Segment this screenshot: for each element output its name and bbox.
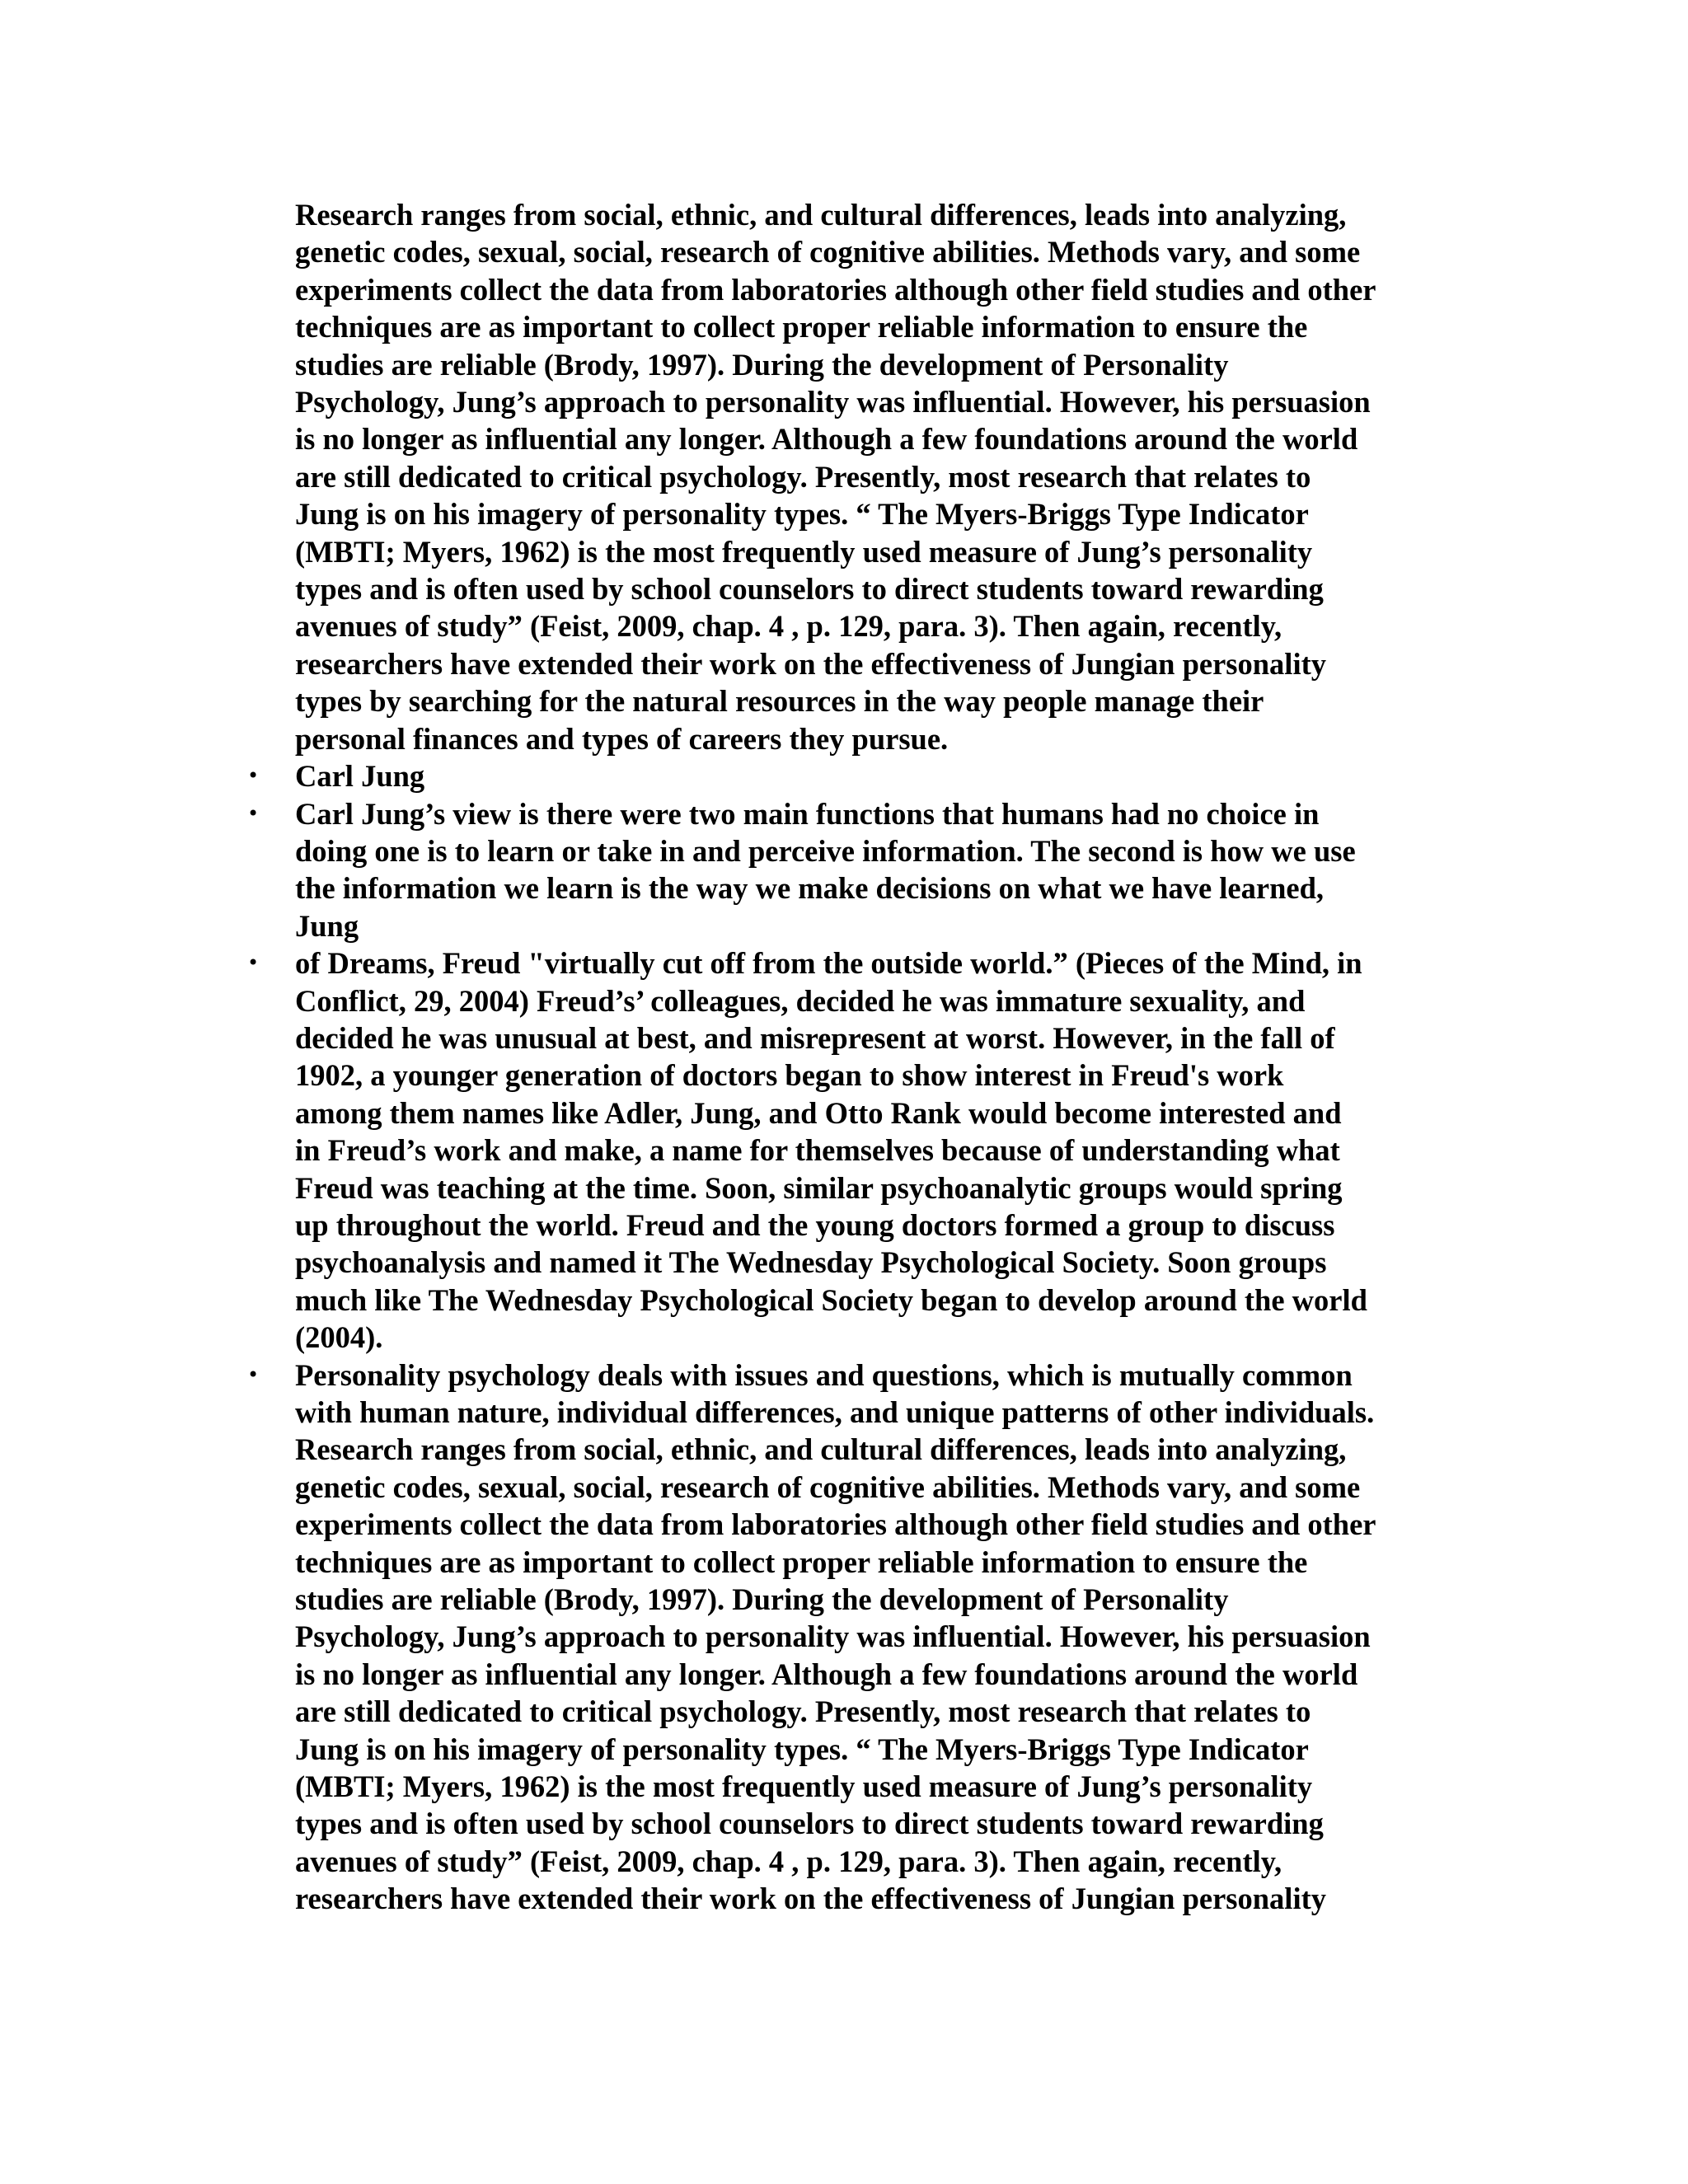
text-line: Personality psychology deals with issues and questions, which is mutually common [295,1357,1353,1392]
text-line: of Dreams, Freud "virtually cut off from the outside world.” (Pieces of the Mind, in [295,946,1362,981]
text-line: researchers have extended their work on the effectiveness of Jungian personality [295,646,1326,681]
text-line: Jung is on his imagery of personality types. “ The Myers-Briggs Type Indicator [295,497,1309,532]
text-line: avenues of study” (Feist, 2009, chap. 4 , p. 129, para. 3). Then again, recently, [295,1844,1282,1878]
text-line: with human nature, individual differences, and unique patterns of other individuals. [295,1395,1375,1429]
text-line: is no longer as influential any longer. Although a few foundations around the world [295,1657,1358,1691]
text-line: Research ranges from social, ethnic, and cultural differences, leads into analyzing, [295,1432,1347,1467]
text-line: Carl Jung [295,759,425,794]
text-line: Carl Jung’s view is there were two main functions that humans had no choice in [295,796,1320,831]
text-line: experiments collect the data from laboratories although other field studies and other [295,272,1376,307]
bullet-item-personality-psychology [247,1357,1482,1918]
text-line: Psychology, Jung’s approach to personality was influential. However, his persuasion [295,1619,1371,1654]
bullet-icon: • [247,951,260,975]
text-line: among them names like Adler, Jung, and Otto Rank would become interested and [295,1095,1342,1130]
bullet-item-jung-view [247,795,1482,945]
text-line: Jung is on his imagery of personality types. “ The Myers-Briggs Type Indicator [295,1732,1309,1766]
text-line: Jung [295,908,359,943]
text-line: studies are reliable (Brody, 1997). During the development of Personality [295,347,1229,382]
text-line: (MBTI; Myers, 1962) is the most frequently used measure of Jung’s personality [295,534,1313,569]
bullet-item-freud-dreams [247,944,1482,1356]
text-line: Conflict, 29, 2004) Freud’s’ colleagues, decided he was immature sexuality, and [295,983,1306,1018]
text-line: is no longer as influential any longer. Although a few foundations around the world [295,422,1358,457]
text-line: genetic codes, sexual, social, research of cognitive abilities. Methods vary, and some [295,1469,1361,1504]
bullet-item-carl-jung-heading [247,757,1482,794]
text-line: types and is often used by school counselors to direct students toward rewarding [295,1807,1324,1841]
text-line: studies are reliable (Brody, 1997). During the development of Personality [295,1582,1229,1617]
text-line: psychoanalysis and named it The Wednesday Psychological Society. Soon groups [295,1245,1327,1280]
document-body [247,196,1482,1918]
text-line: personal finances and types of careers they pursue. [295,721,949,756]
text-line: researchers have extended their work on the effectiveness of Jungian personality [295,1882,1326,1916]
text-line: in Freud’s work and make, a name for themselves because of understanding what [295,1133,1340,1168]
text-line: the information we learn is the way we make decisions on what we have learned, [295,871,1325,906]
text-line: avenues of study” (Feist, 2009, chap. 4 , p. 129, para. 3). Then again, recently, [295,609,1282,644]
text-line: types and is often used by school counselors to direct students toward rewarding [295,572,1324,607]
text-line: experiments collect the data from laboratories although other field studies and other [295,1507,1376,1542]
text-line: 1902, a younger generation of doctors began to show interest in Freud's work [295,1058,1284,1093]
text-line: Research ranges from social, ethnic, and cultural differences, leads into analyzing, [295,198,1347,232]
bullet-icon: • [247,764,260,788]
text-line: up throughout the world. Freud and the young doctors formed a group to discuss [295,1207,1335,1242]
text-line: types by searching for the natural resources in the way people manage their [295,684,1264,719]
intro-paragraph [295,196,1482,757]
text-line: Psychology, Jung’s approach to personality was influential. However, his persuasion [295,385,1371,419]
text-line: Freud was teaching at the time. Soon, similar psychoanalytic groups would spring [295,1170,1343,1205]
text-line: are still dedicated to critical psychology. Presently, most research that relates to [295,459,1311,494]
text-line: decided he was unusual at best, and misrepresent at worst. However, in the fall of [295,1020,1335,1055]
text-line: (MBTI; Myers, 1962) is the most frequently used measure of Jung’s personality [295,1769,1313,1804]
text-line: (2004). [295,1320,383,1355]
text-line: much like The Wednesday Psychological Society began to develop around the world [295,1282,1367,1317]
text-line: genetic codes, sexual, social, research of cognitive abilities. Methods vary, and some [295,235,1361,269]
text-line: techniques are as important to collect proper reliable information to ensure the [295,310,1308,344]
text-line: techniques are as important to collect proper reliable information to ensure the [295,1544,1308,1579]
bullet-icon: • [247,801,260,825]
bullet-icon: • [247,1362,260,1386]
text-line: doing one is to learn or take in and perceive information. The second is how we use [295,833,1356,868]
text-line: are still dedicated to critical psychology. Presently, most research that relates to [295,1694,1311,1729]
